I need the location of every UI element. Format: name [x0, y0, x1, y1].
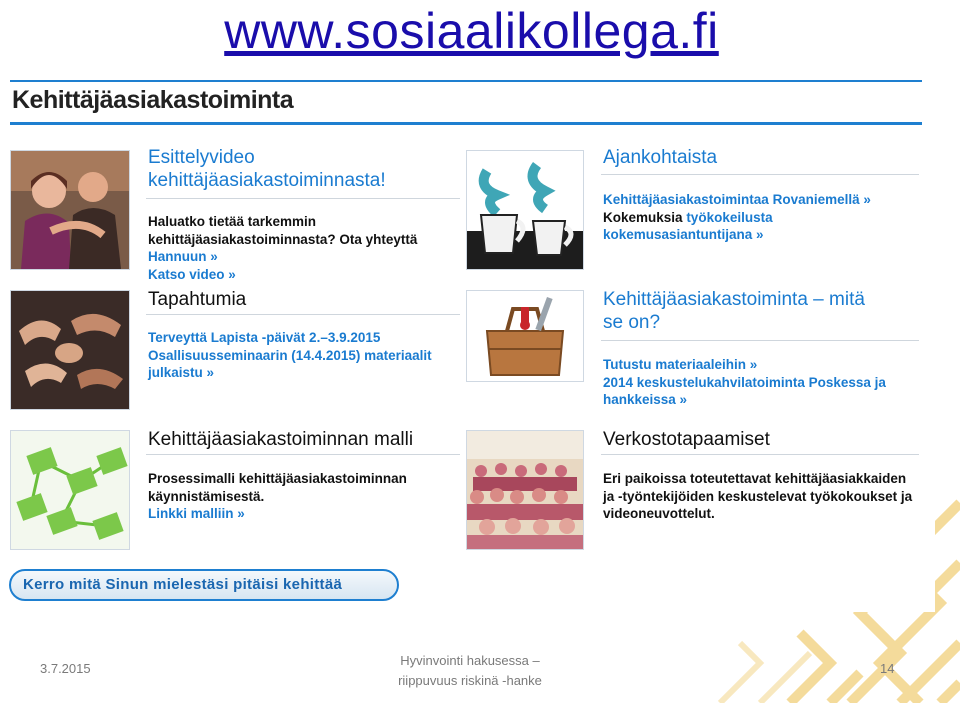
discussion-cafe-line1: 2014 keskustelukahvilatoiminta Poskessa ja [603, 374, 886, 390]
footer-page-number: 14 [880, 661, 895, 676]
video-title-line1: Esittelyvideo [148, 147, 255, 168]
toolbox-icon [467, 291, 583, 381]
footer-date: 3.7.2015 [40, 661, 91, 676]
what-title-line2: se on? [603, 312, 661, 333]
current-block-links [603, 191, 921, 244]
discussion-cafe-link[interactable] [603, 374, 921, 409]
model-link[interactable]: Linkki malliin » [148, 506, 245, 521]
participation-seminar-line2: julkaistu » [148, 365, 215, 380]
network-text-line1: Eri paikoissa toteutettavat kehittäjäasiakkaiden [603, 471, 907, 486]
current-block-rule [601, 174, 919, 175]
header-bottom-rule [10, 122, 922, 125]
model-text-line1: Prosessimalli kehittäjäasiakastoiminnan [148, 471, 407, 486]
network-diagram-icon [11, 431, 129, 549]
video-text-line2: kehittäjäasiakastoiminnasta? Ota yhteyttä [148, 231, 418, 247]
feedback-button[interactable]: Kerro mitä Sinun mielestäsi pitäisi kehittää [9, 569, 399, 601]
what-block-links [603, 356, 921, 409]
experiences-label: Kokemuksia [603, 209, 683, 225]
model-block-text [148, 470, 458, 523]
network-block-title[interactable]: Verkostotapaamiset [603, 429, 770, 450]
network-block-rule [601, 454, 919, 455]
network-block-text [603, 470, 923, 523]
video-title-line2: kehittäjäasiakastoiminnasta! [148, 170, 386, 191]
hands-together-photo[interactable] [10, 290, 130, 410]
video-text-line1: Haluatko tietää tarkemmin [148, 214, 317, 229]
video-block-rule [146, 198, 460, 199]
model-block-title[interactable]: Kehittäjäasiakastoiminnan malli [148, 429, 414, 450]
work-trial-link[interactable]: työkokeilusta [686, 209, 773, 225]
events-block-rule [146, 314, 460, 315]
discussion-cafe-line2: hankkeissa » [603, 392, 688, 407]
footer-center-line1: Hyvinvointi hakusessa – [400, 653, 540, 668]
toolbox-image[interactable] [466, 290, 584, 382]
coffee-cups-icon [467, 151, 583, 269]
experience-expert-link[interactable]: kokemusasiantuntijana » [603, 227, 764, 242]
header-top-rule [10, 80, 922, 82]
materials-link[interactable]: Tutustu materiaaleihin » [603, 357, 758, 372]
participation-seminar-link[interactable] [148, 347, 458, 382]
model-text-line2: käynnistämisestä. [148, 488, 265, 504]
events-block-links [148, 329, 458, 382]
hugging-people-photo[interactable] [10, 150, 130, 270]
hands-icon [11, 291, 129, 409]
what-title-line1: Kehittäjäasiakastoiminta – mitä [603, 289, 865, 310]
model-block-rule [146, 454, 460, 455]
watch-video-link[interactable]: Katso video » [148, 266, 236, 282]
participation-seminar-line1: Osallisuusseminaarin (14.4.2015) materiaalit [148, 347, 432, 363]
video-block-title[interactable] [148, 146, 386, 192]
audience-icon [467, 431, 583, 549]
process-model-diagram-image[interactable] [10, 430, 130, 550]
network-text-line2: ja -työntekijöiden keskustelevat työkokoukset ja [603, 488, 913, 504]
lapland-health-days-link[interactable]: Terveyttä Lapista -päivät 2.–3.9.2015 [148, 330, 381, 345]
website-screenshot [0, 72, 935, 612]
current-block-title[interactable]: Ajankohtaista [603, 147, 718, 168]
what-block-rule [601, 340, 919, 341]
hannu-link[interactable]: Hannuun » [148, 249, 218, 264]
video-block-text [148, 213, 458, 283]
what-block-title[interactable] [603, 288, 865, 334]
rovaniemi-link[interactable]: Kehittäjäasiakastoimintaa Rovaniemellä » [603, 192, 871, 207]
coffee-cups-image[interactable] [466, 150, 584, 270]
footer-center-line2: riippuvuus riskinä -hanke [398, 673, 542, 688]
hugging-people-icon [11, 151, 129, 269]
seminar-audience-photo[interactable] [466, 430, 584, 550]
site-url-link[interactable]: www.sosiaalikollega.fi [224, 3, 719, 59]
footer-project-name [370, 651, 570, 691]
events-block-title[interactable]: Tapahtumia [148, 289, 247, 310]
network-text-line3: videoneuvottelut. [603, 506, 715, 521]
page-heading: Kehittäjäasiakastoiminta [12, 86, 294, 114]
